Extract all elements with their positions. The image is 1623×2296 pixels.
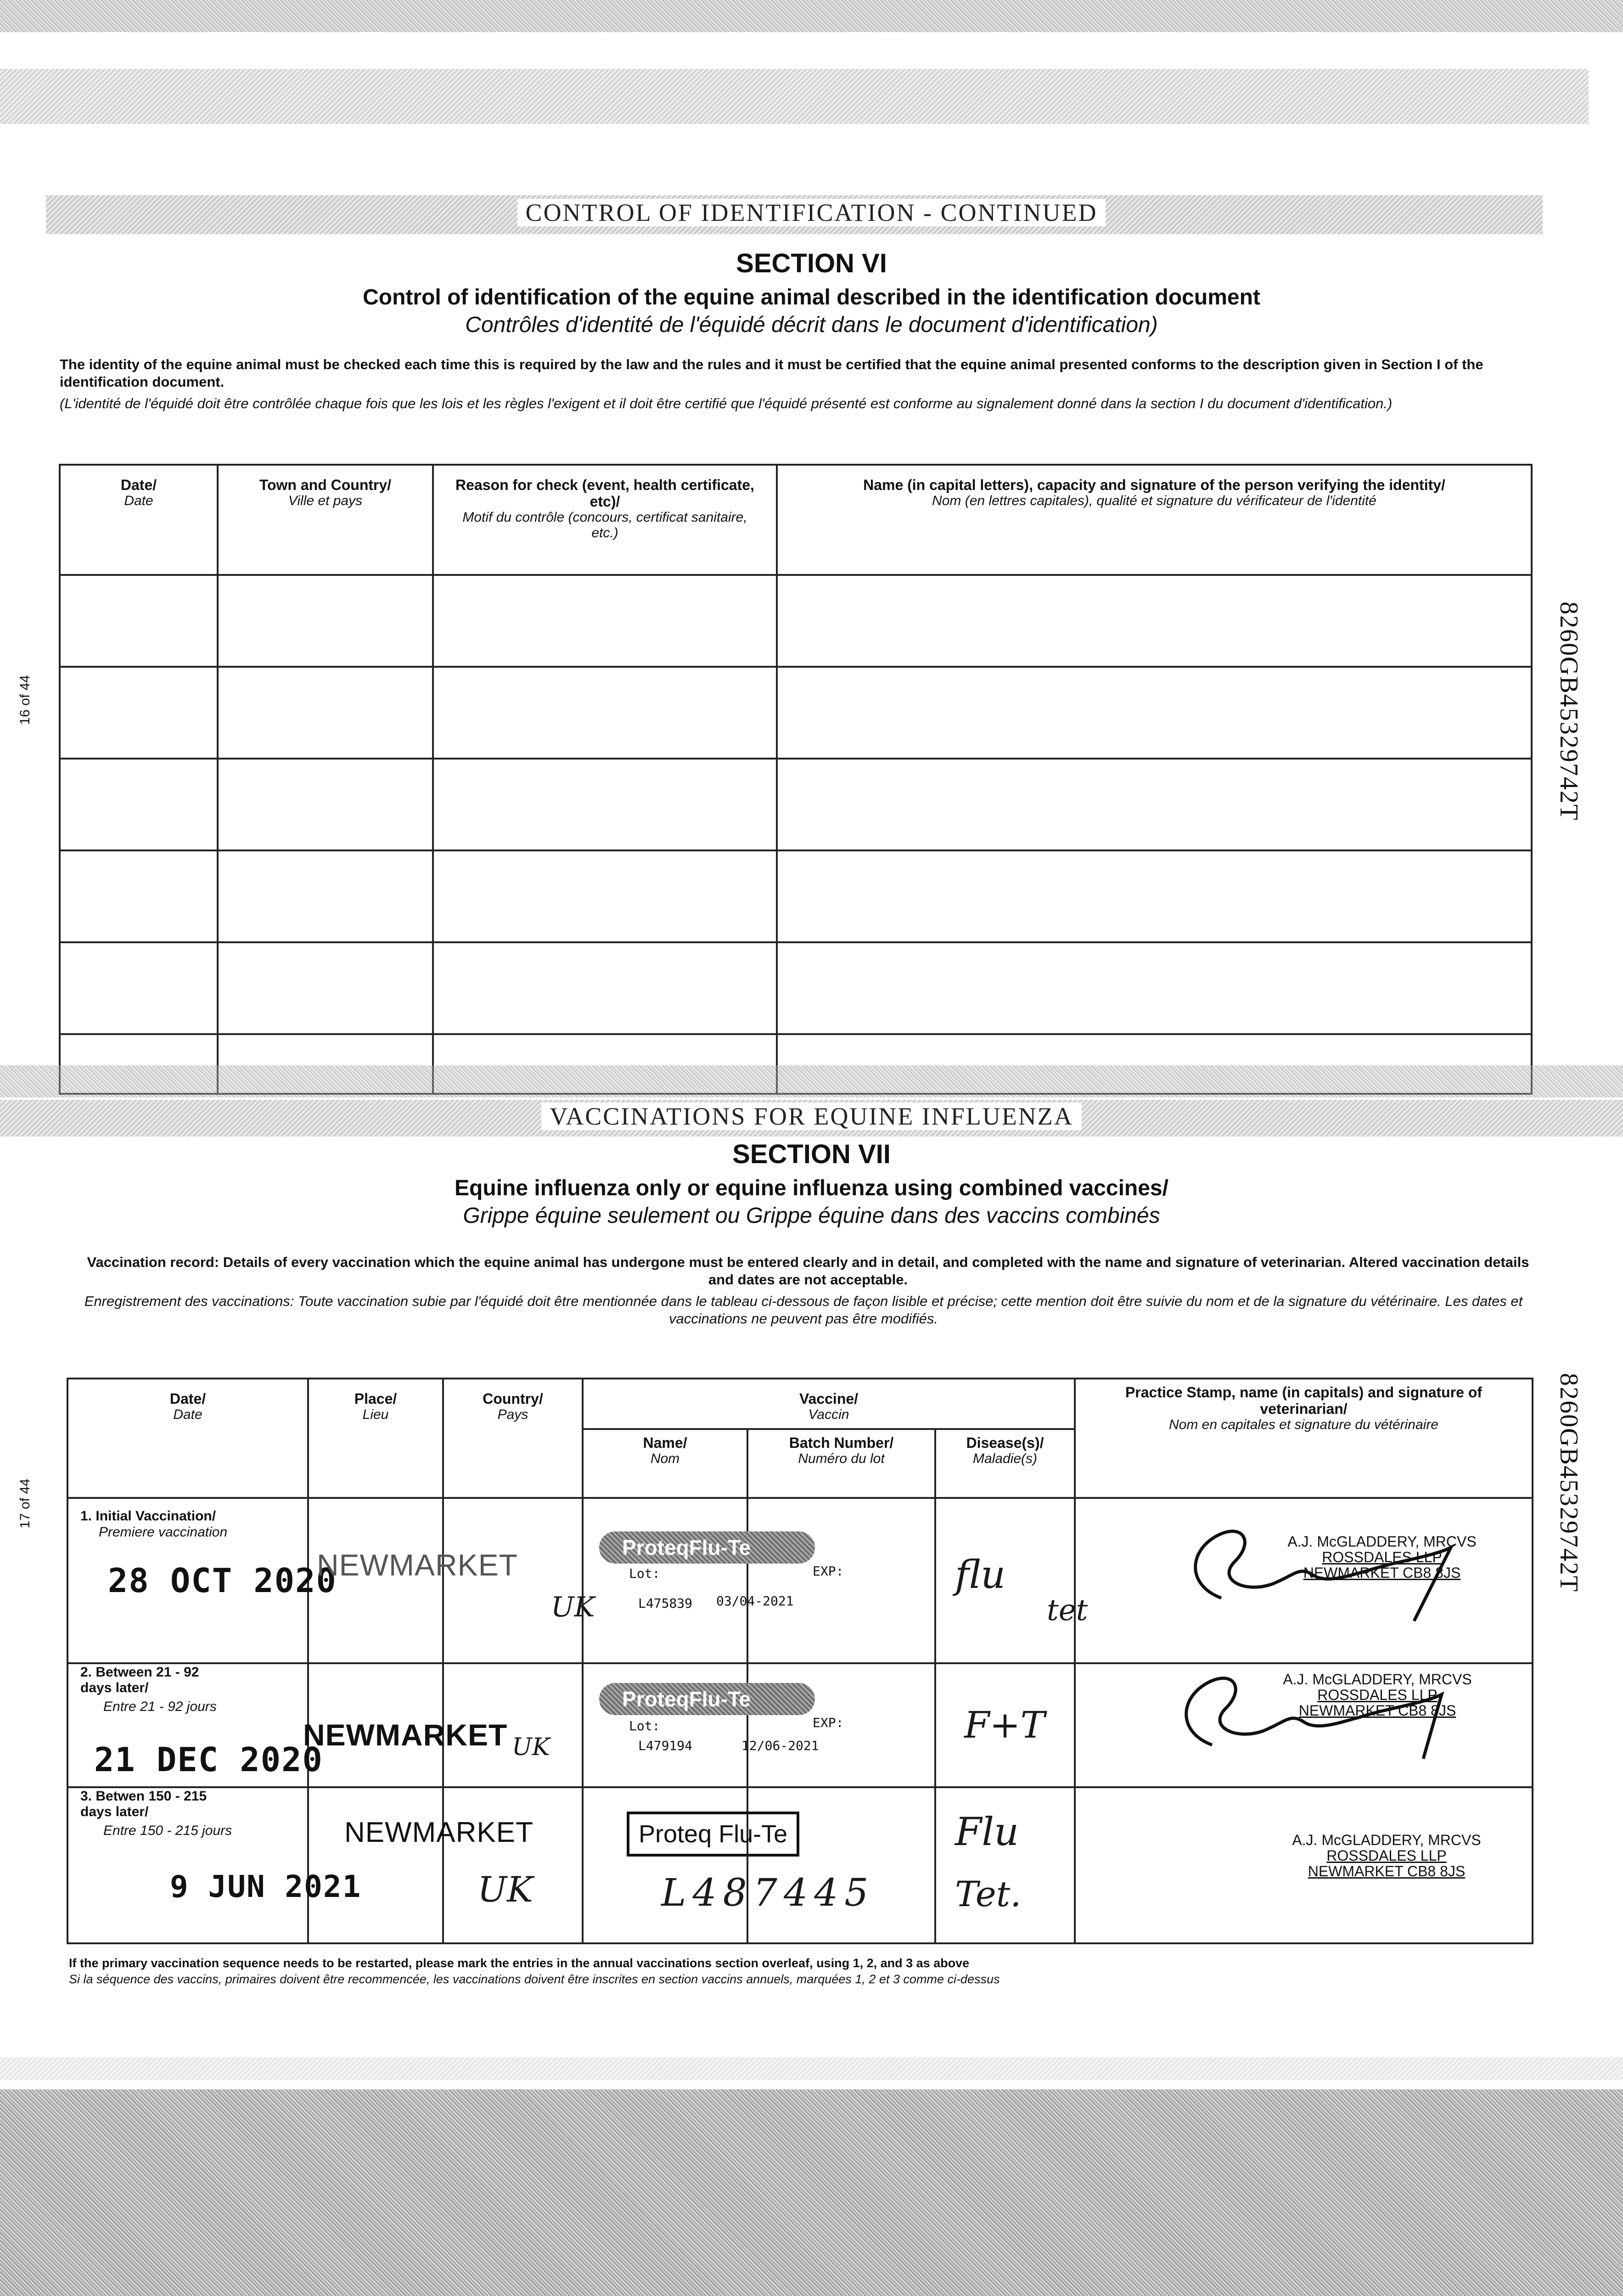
row1-place: NEWMARKET [317, 1548, 518, 1582]
row1-lot: L475839 [638, 1596, 693, 1611]
table-row [60, 942, 1532, 1034]
col-town-en: Town and Country/ [259, 477, 392, 493]
col-town-fr: Ville et pays [288, 493, 363, 508]
section7-footer-en: If the primary vaccination sequence needs to be restarted, please mark the entries in the annual vaccinations section overleaf, using 1, 2, and 3 as above [69, 1956, 970, 1970]
row2-vet-name: A.J. McGLADDERY, MRCVS [1283, 1671, 1472, 1688]
row3-lot: L487445 [661, 1871, 875, 1915]
row1-vet-name: A.J. McGLADDERY, MRCVS [1287, 1533, 1477, 1550]
row1-label-en: 1. Initial Vaccination/ [80, 1508, 216, 1524]
row1-vet-address: NEWMARKET CB8 8JS [1303, 1564, 1461, 1581]
scan-edge-top [0, 0, 1623, 32]
row3-label-fr: Entre 150 - 215 jours [103, 1823, 232, 1838]
row1-disease-1: flu [955, 1552, 1006, 1597]
section7-paragraph-en: Vaccination record: Details of every vaccination which the equine animal has undergone must be entered clearly and in detail, and completed with the name and signature of veterinarian. Altered vaccination details and dates are not acceptable. [87, 1254, 1529, 1288]
col-date-en: Date/ [120, 477, 157, 493]
vcol-batch-fr: Numéro du lot [798, 1451, 885, 1466]
row1-exp: 03/04-2021 [716, 1593, 794, 1609]
row1-lot-label: Lot: [629, 1566, 660, 1581]
section7-footer-fr: Si la séquence des vaccins, primaires doivent être recommencée, les vaccinations doivent être inscrites en section vaccins annuels, marquées 1, 2 et 3 comme ci-dessus [69, 1972, 1000, 1986]
vcol-date-en: Date/ [169, 1390, 206, 1407]
scan-edge-bottom [0, 2089, 1623, 2296]
passport-id-lower: 8260GB45329742T [1555, 1373, 1583, 1593]
row1-country: UK [551, 1591, 595, 1623]
vcol-date-fr: Date [173, 1407, 202, 1422]
section7-title: SECTION VII [732, 1139, 891, 1169]
col-reason-en: Reason for check (event, health certificate, etc)/ [455, 477, 754, 510]
row2-lot-label: Lot: [629, 1718, 660, 1733]
row1-date: 28 OCT 2020 [108, 1561, 337, 1600]
row2-vet-address: NEWMARKET CB8 8JS [1298, 1702, 1456, 1719]
row3-vet-name: A.J. McGLADDERY, MRCVS [1292, 1832, 1481, 1848]
row1-vet-practice: ROSSDALES LLP [1322, 1549, 1442, 1565]
row1-disease-2: tet [1047, 1593, 1088, 1627]
vcol-disease-fr: Maladie(s) [972, 1451, 1038, 1466]
vcol-place-en: Place/ [354, 1390, 397, 1407]
identity-check-table [59, 464, 1533, 1095]
row1-vaccine-label: ProteqFlu-Te [599, 1531, 815, 1564]
row3-country: UK [477, 1869, 533, 1910]
vcol-disease-en: Disease(s)/ [966, 1435, 1044, 1451]
row3-vet-address: NEWMARKET CB8 8JS [1308, 1863, 1466, 1880]
row1-label-fr: Premiere vaccination [99, 1525, 228, 1540]
row3-date: 9 JUN 2021 [170, 1869, 362, 1904]
col-name-fr: Nom (en lettres capitales), qualité et signature du vérificateur de l'identité [932, 493, 1376, 508]
row3-disease-2: Tet. [955, 1874, 1022, 1914]
row3-vaccine-stamp: Proteq Flu-Te [627, 1812, 799, 1857]
scan-noise-top [0, 69, 1589, 124]
row2-disease-1: F+T [964, 1704, 1045, 1746]
row2-place: NEWMARKET [303, 1718, 508, 1752]
vcol-vaccine-en: Vaccine/ [799, 1390, 859, 1407]
section7-subtitle-en: Equine influenza only or equine influenza using combined vaccines/ [455, 1176, 1168, 1200]
vcol-batch-en: Batch Number/ [789, 1435, 894, 1451]
row2-date: 21 DEC 2020 [94, 1740, 323, 1779]
section7-band-title: VACCINATIONS FOR EQUINE INFLUENZA [541, 1103, 1082, 1130]
section6-band-title: CONTROL OF IDENTIFICATION - CONTINUED [517, 199, 1106, 226]
col-date-fr: Date [124, 493, 153, 508]
vcol-name-en: Name/ [643, 1435, 687, 1451]
vcol-name-fr: Nom [650, 1451, 680, 1466]
table-row [60, 667, 1532, 759]
section7-subtitle-fr: Grippe équine seulement ou Grippe équine dans des vaccins combinés [463, 1204, 1160, 1228]
table-row [60, 575, 1532, 667]
vcol-stamp-fr: Nom en capitales et signature du vétérinaire [1169, 1417, 1438, 1432]
row2-country: UK [512, 1733, 550, 1761]
row2-exp-label: EXP: [813, 1715, 844, 1730]
table-row [60, 850, 1532, 942]
row3-label-en: 3. Betwen 150 - 215 days later/ [80, 1789, 207, 1819]
section6-title: SECTION VI [736, 248, 887, 278]
row2-vet-practice: ROSSDALES LLP [1317, 1687, 1438, 1703]
scan-noise-bottom [0, 2057, 1623, 2080]
row2-label-en: 2. Between 21 - 92 days later/ [80, 1665, 199, 1695]
row2-exp: 12/06-2021 [741, 1738, 819, 1753]
section6-subtitle-fr: Contrôles d'identité de l'équidé décrit dans le document d'identification) [465, 313, 1158, 337]
row3-disease-1: Flu [955, 1809, 1019, 1854]
page-number-16: 16 of 44 [17, 675, 33, 725]
vcol-country-fr: Pays [497, 1407, 528, 1422]
passport-id-upper: 8260GB45329742T [1555, 602, 1583, 821]
row1-exp-label: EXP: [813, 1564, 844, 1579]
page-number-17: 17 of 44 [17, 1479, 33, 1529]
row3-place: NEWMARKET [344, 1817, 534, 1848]
col-reason-fr: Motif du contrôle (concours, certificat sanitaire, etc.) [462, 510, 747, 540]
vcol-stamp-en: Practice Stamp, name (in capitals) and signature of veterinarian/ [1125, 1384, 1483, 1417]
table-row [60, 759, 1532, 850]
section6-subtitle-en: Control of identification of the equine animal described in the identification document [363, 285, 1260, 310]
section7-paragraph-fr: Enregistrement des vaccinations: Toute vaccination subie par l'équidé doit être mentionnée dans le tableau ci-dessous de façon lisible et précise; cette mention doit être suivie du nom et de la signature du vétérinaire. Les dates et vaccinations ne peuvent pas être modifiés. [84, 1293, 1523, 1327]
section6-paragraph-en: The identity of the equine animal must be checked each time this is required by the law and the rules and it must be certified that the equine animal presented conforms to the description given in Section I of the identification document. [60, 356, 1483, 390]
vcol-country-en: Country/ [483, 1390, 543, 1407]
vcol-vaccine-fr: Vaccin [808, 1407, 849, 1422]
vcol-place-fr: Lieu [362, 1407, 389, 1422]
row2-vaccine-label: ProteqFlu-Te [599, 1683, 815, 1715]
section6-paragraph-fr: (L'identité de l'équidé doit être contrôlée chaque fois que les lois et les règles l'exigent et il doit être certifié que l'équidé présenté est conforme au signalement donné dans la section I du document d'identification.) [60, 395, 1393, 411]
fold-band [0, 1065, 1623, 1097]
row2-lot: L479194 [638, 1738, 693, 1753]
row3-vet-practice: ROSSDALES LLP [1326, 1847, 1447, 1864]
row2-label-fr: Entre 21 - 92 jours [103, 1699, 217, 1714]
col-name-en: Name (in capital letters), capacity and signature of the person verifying the identity/ [863, 477, 1445, 493]
